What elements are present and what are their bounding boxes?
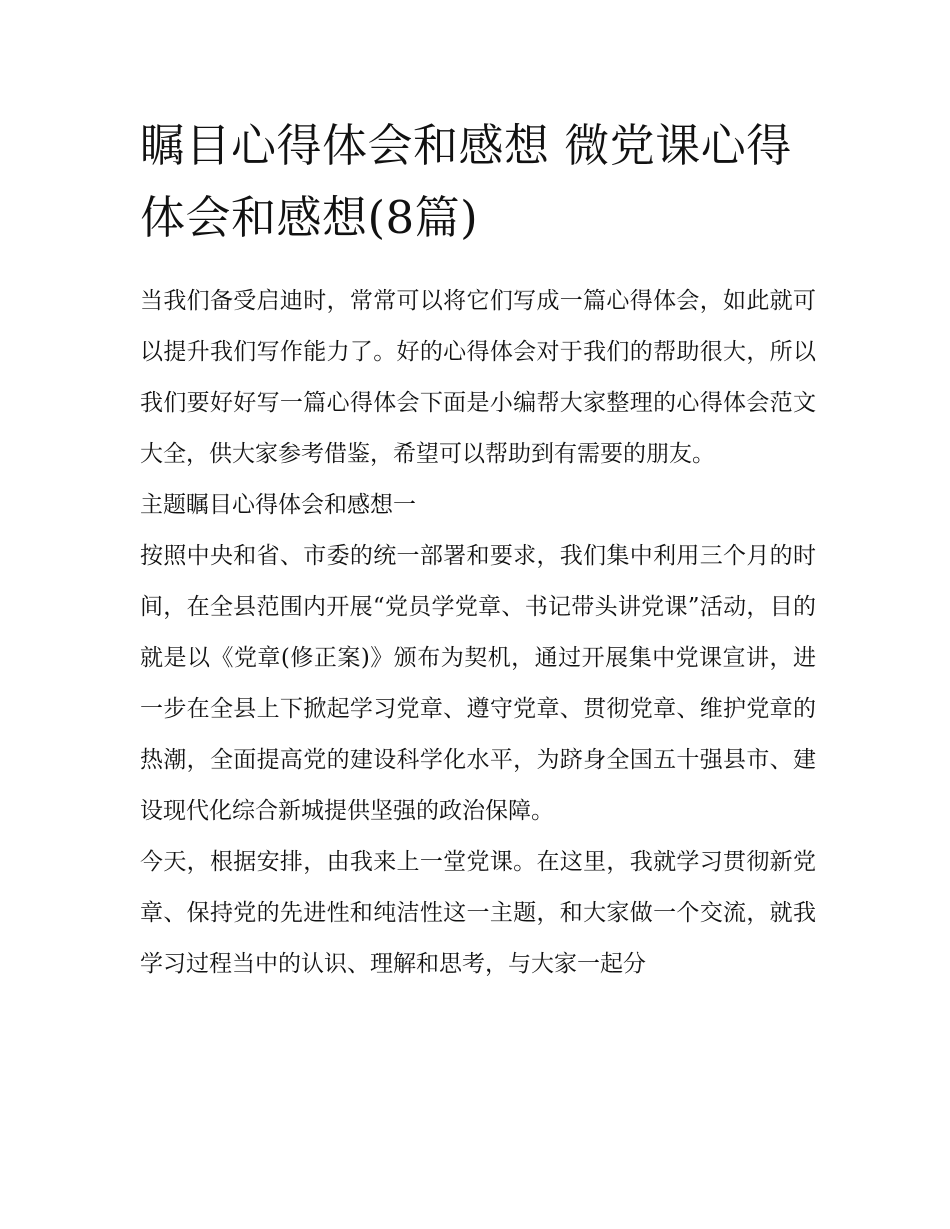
body-paragraph: 今天，根据安排，由我来上一堂党课。在这里，我就学习贯彻新党章、保持党的先进性和纯洁性这一主题，和大家做一个交流，就我学习过程当中的认识、理解和思考，与大家一起分: [140, 849, 816, 977]
intro-paragraph: 当我们备受启迪时，常常可以将它们写成一篇心得体会，如此就可以提升我们写作能力了。好的心得体会对于我们的帮助很大，所以我们要好好写一篇心得体会下面是小编帮大家整理的心得体会范文大全，供大家参考借鉴，希望可以帮助到有需要的朋友。: [140, 288, 816, 467]
document-page: [140, 110, 816, 990]
document-title: 瞩目心得体会和感想 微党课心得体会和感想(8篇): [140, 119, 792, 244]
section-heading: 主题瞩目心得体会和感想一: [140, 492, 416, 518]
body-paragraph: 按照中央和省、市委的统一部署和要求，我们集中利用三个月的时间，在全县范围内开展“党员学党章、书记带头讲党课”活动，目的就是以《党章(修正案)》颁布为契机，通过开展集中党课宣讲，进一步在全县上下掀起学习党章、遵守党章、贯彻党章、维护党章的热潮，全面提高党的建设科学化水平，为跻身全国五十强县市、建设现代化综合新城提供坚强的政治保障。: [140, 543, 816, 824]
